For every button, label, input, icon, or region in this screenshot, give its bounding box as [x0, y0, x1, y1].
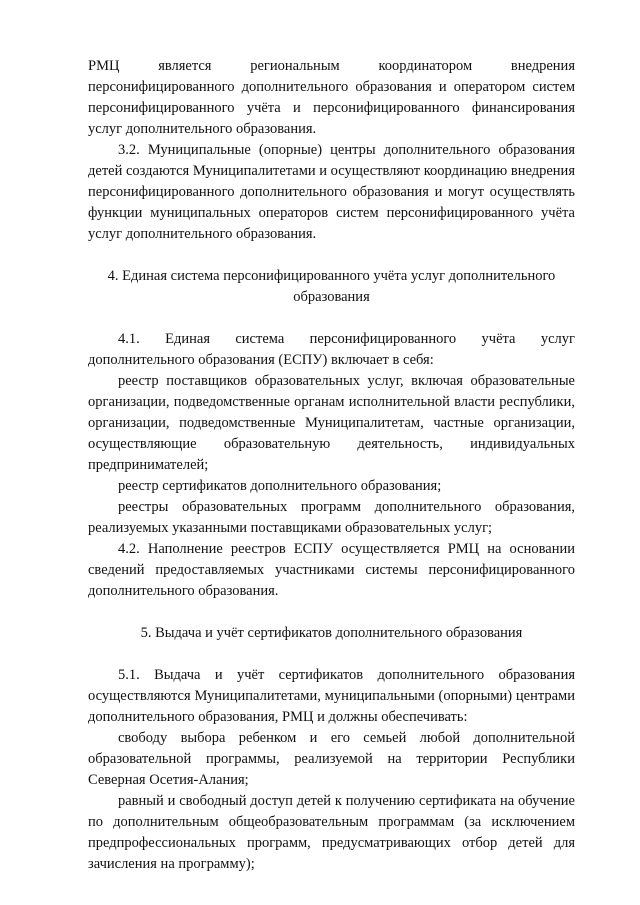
section-4-heading	[88, 266, 575, 308]
list-item-providers-registry: реестр поставщиков образовательных услуг, включая образовательные организации, подведомственные органам исполнительной власти республики, организации, подведомственные Муниципалитетам, частные организации, осуществляющие образовательную деятельность, индивидуальных предпринимателей;	[88, 373, 575, 473]
paragraph-4-2: 4.2. Наполнение реестров ЕСПУ осуществляется РМЦ на основании сведений предоставляемых участниками системы персонифицированного дополнительного образования.	[88, 541, 575, 599]
section-5-heading: 5. Выдача и учёт сертификатов дополнительного образования	[140, 625, 523, 641]
section-4-heading-line1: 4. Единая система персонифицированного учёта услуг дополнительного	[107, 268, 556, 284]
document-page	[88, 56, 575, 875]
list-item-freedom-of-choice: свободу выбора ребенком и его семьей любой дополнительной образовательной программы, реализуемой на территории Республики Северная Осетия-Алания;	[88, 730, 575, 788]
paragraph-rmc-coordinator: РМЦ является региональным координатором внедрения персонифицированного дополнительного образования и оператором систем персонифицированного учёта и персонифицированного финансирования услуг дополнительного образования.	[88, 58, 575, 137]
paragraph-3-2: 3.2. Муниципальные (опорные) центры дополнительного образования детей создаются Муниципалитетами и осуществляют координацию внедрения персонифицированного дополнительного образования и могут осуществлять функции муниципальных операторов систем персонифицированного учёта услуг дополнительного образования.	[88, 142, 575, 242]
list-item-certificates-registry: реестр сертификатов дополнительного образования;	[118, 478, 442, 494]
list-item-equal-access: равный и свободный доступ детей к получению сертификата на обучение по дополнительным общеобразовательным программам (за исключением предпрофессиональных программ, предусматривающих отбор детей для зачисления на программу);	[88, 793, 575, 872]
paragraph-5-1: 5.1. Выдача и учёт сертификатов дополнительного образования осуществляются Муниципалитетами, муниципальными (опорными) центрами дополнительного образования, РМЦ и должны обеспечивать:	[88, 667, 575, 725]
paragraph-4-1: 4.1. Единая система персонифицированного учёта услуг дополнительного образования (ЕСПУ) включает в себя:	[88, 331, 575, 368]
list-item-programs-registry: реестры образовательных программ дополнительного образования, реализуемых указанными поставщиками образовательных услуг;	[88, 499, 575, 536]
section-4-heading-line2: образования	[293, 289, 370, 305]
